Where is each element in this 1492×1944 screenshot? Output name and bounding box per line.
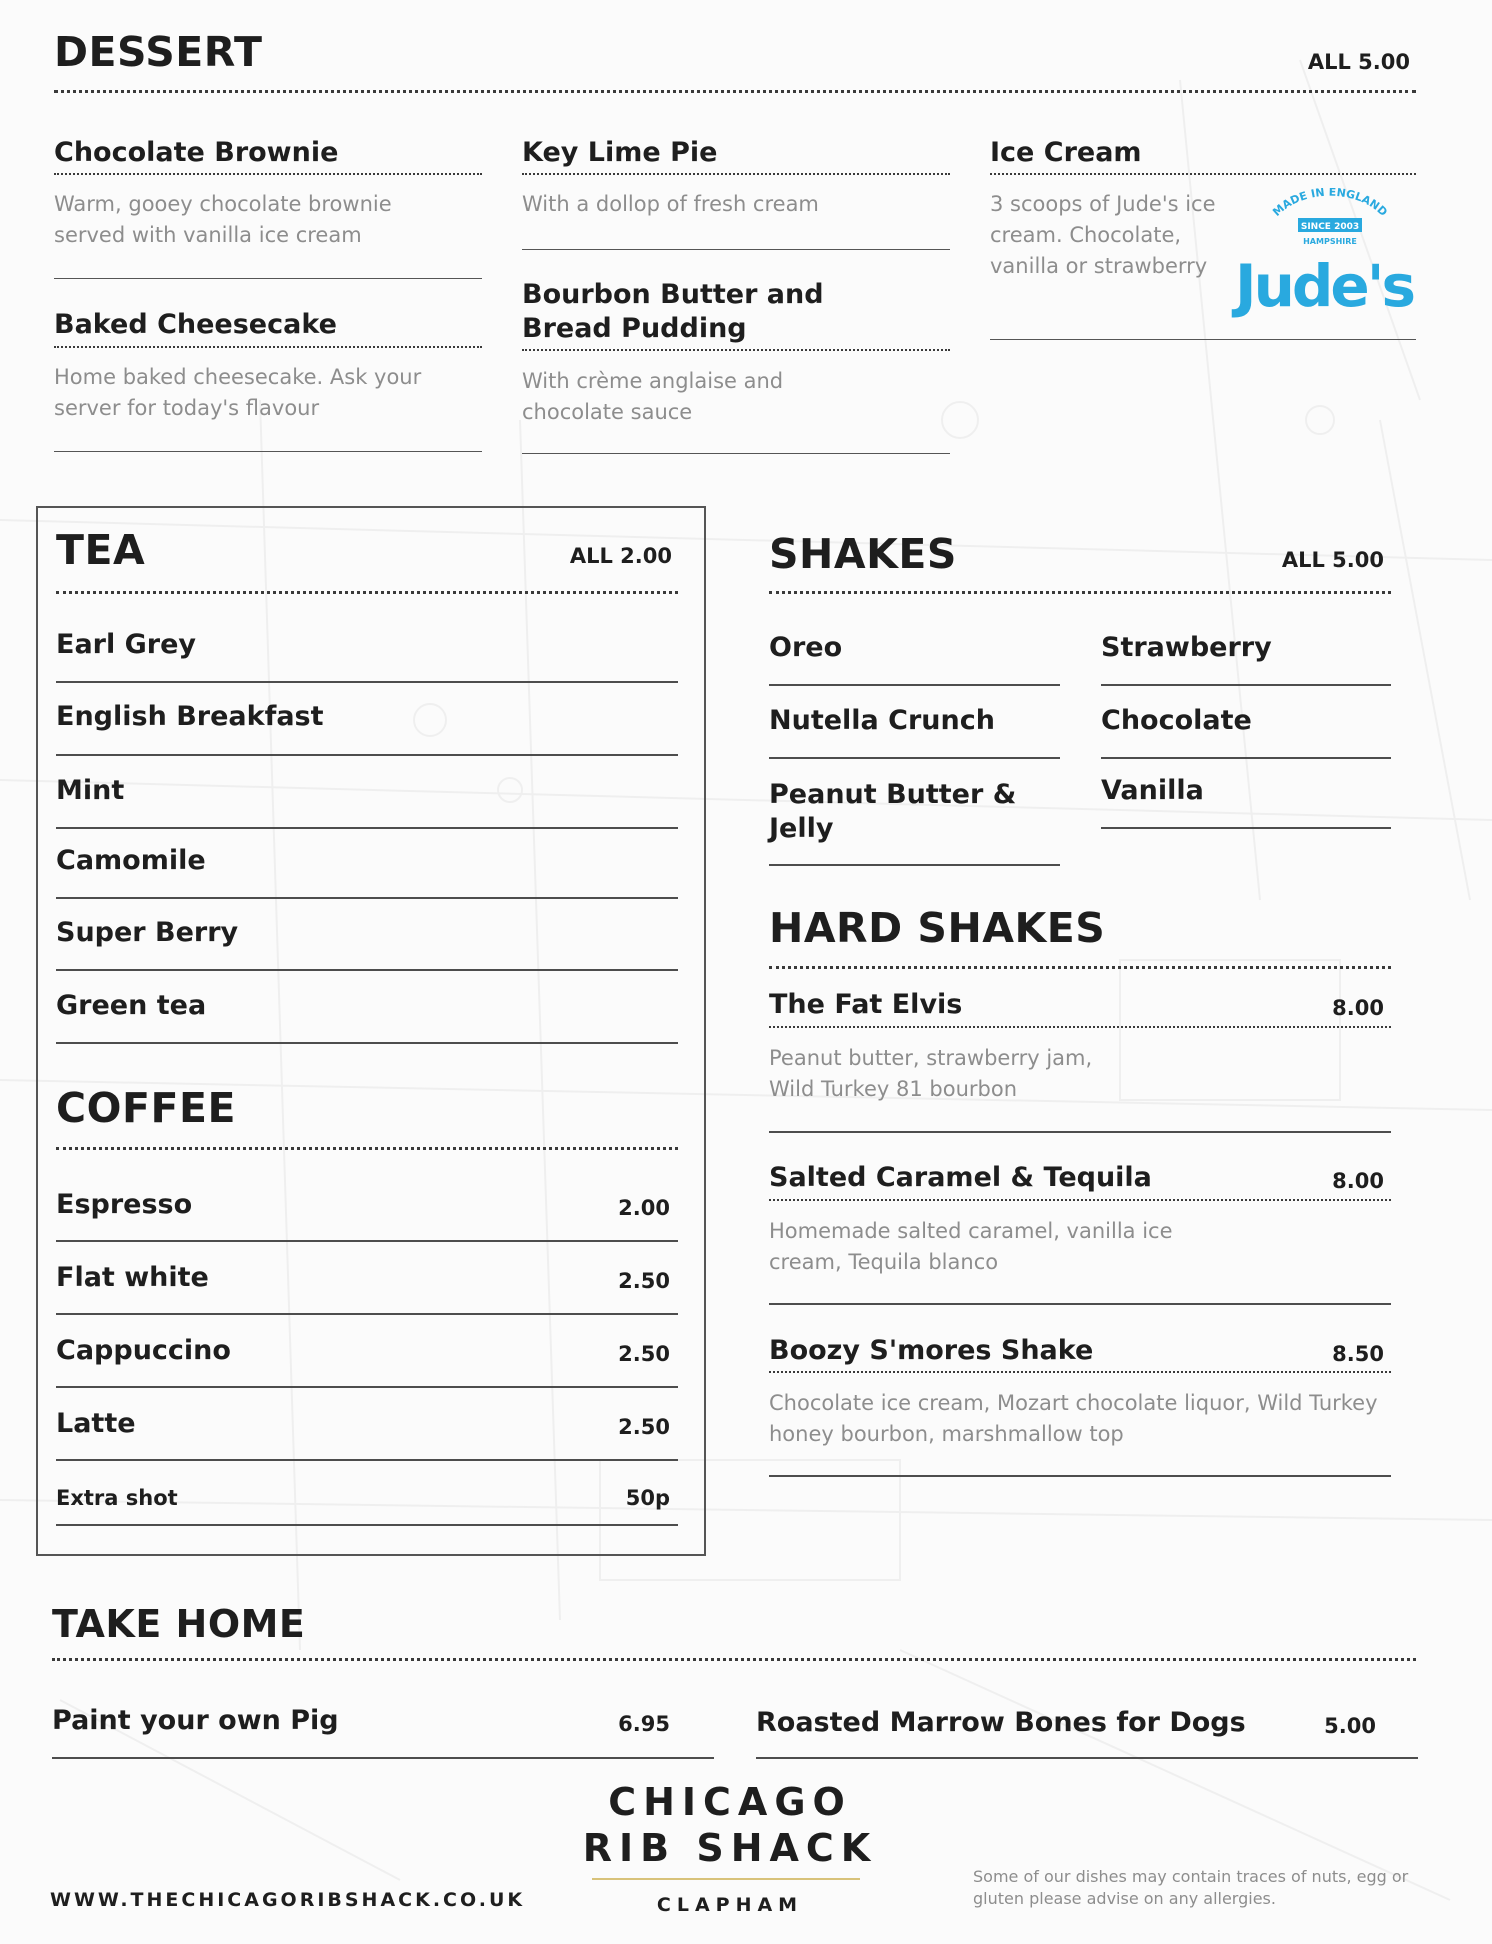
hard-shake-price: 8.00 bbox=[1332, 1169, 1384, 1193]
coffee-price: 50p bbox=[625, 1486, 670, 1510]
take-home-divider bbox=[52, 1658, 1416, 1661]
shake-item: Vanilla bbox=[1101, 775, 1204, 806]
dessert-price: ALL 5.00 bbox=[1307, 50, 1410, 74]
dessert-item-desc: 3 scoops of Jude's ice cream. Chocolate, vanilla or strawberry bbox=[990, 192, 1216, 278]
shakes-divider bbox=[769, 591, 1391, 594]
hard-shake-price: 8.00 bbox=[1332, 996, 1384, 1020]
coffee-item-separator bbox=[56, 1459, 678, 1461]
coffee-price: 2.50 bbox=[618, 1342, 670, 1366]
dessert-item-name: Ice Cream bbox=[990, 137, 1142, 168]
dessert-item-rule bbox=[522, 173, 950, 175]
shake-item: Oreo bbox=[769, 632, 843, 663]
tea-item: Green tea bbox=[56, 990, 207, 1021]
dessert-item-rule bbox=[990, 173, 1416, 175]
coffee-item-separator bbox=[56, 1386, 678, 1388]
hard-shake-name: Salted Caramel & Tequila bbox=[769, 1162, 1152, 1193]
dessert-item-name: Baked Cheesecake bbox=[54, 309, 337, 340]
brand-line2: RIB SHACK bbox=[582, 1826, 878, 1870]
hard-shakes-title: HARD SHAKES bbox=[769, 904, 1106, 952]
take-home-price: 6.95 bbox=[618, 1712, 670, 1736]
tea-item-separator bbox=[56, 754, 678, 756]
shake-item: Peanut Butter & Jelly bbox=[769, 779, 1017, 844]
take-home-separator bbox=[756, 1757, 1418, 1759]
shake-item-separator bbox=[1101, 684, 1391, 686]
dessert-item-separator bbox=[522, 453, 950, 454]
hard-shakes-divider bbox=[769, 966, 1391, 969]
dessert-item-rule bbox=[54, 173, 482, 175]
dessert-item-desc: With crème anglaise and chocolate sauce bbox=[522, 369, 784, 424]
hard-shake-name: The Fat Elvis bbox=[769, 989, 963, 1020]
website-link[interactable]: WWW.THECHICAGORIBSHACK.CO.UK bbox=[50, 1889, 526, 1911]
dessert-item-desc: With a dollop of fresh cream bbox=[522, 192, 819, 216]
shake-item: Chocolate bbox=[1101, 705, 1252, 736]
shake-item-separator bbox=[1101, 757, 1391, 759]
hard-shake-separator bbox=[769, 1131, 1391, 1133]
dessert-item-separator bbox=[54, 451, 482, 452]
dessert-item-separator bbox=[522, 249, 950, 250]
dessert-item-desc: Warm, gooey chocolate brownie served with vanilla ice cream bbox=[54, 192, 392, 247]
shakes-title: SHAKES bbox=[769, 530, 957, 578]
shake-item-separator bbox=[769, 864, 1060, 866]
tea-item: Earl Grey bbox=[56, 629, 197, 660]
coffee-price: 2.00 bbox=[618, 1196, 670, 1220]
hard-shake-name: Boozy S'mores Shake bbox=[769, 1335, 1094, 1366]
coffee-item-separator bbox=[56, 1524, 678, 1526]
dessert-title: DESSERT bbox=[54, 28, 263, 76]
dessert-item-separator bbox=[990, 339, 1416, 340]
tea-item: Camomile bbox=[56, 845, 206, 876]
dessert-item-name: Chocolate Brownie bbox=[54, 137, 339, 168]
take-home-item: Roasted Marrow Bones for Dogs bbox=[756, 1707, 1246, 1738]
shake-item: Nutella Crunch bbox=[769, 705, 995, 736]
tea-title: TEA bbox=[56, 526, 146, 574]
coffee-item: Cappuccino bbox=[56, 1335, 231, 1366]
dessert-item-separator bbox=[54, 278, 482, 279]
brand-location: CLAPHAM bbox=[656, 1894, 804, 1916]
hard-shake-separator bbox=[769, 1475, 1391, 1477]
brand-line1: CHICAGO bbox=[608, 1780, 852, 1824]
tea-coffee-box bbox=[36, 506, 706, 1556]
tea-item-separator bbox=[56, 969, 678, 971]
coffee-item-separator bbox=[56, 1313, 678, 1315]
coffee-item-separator bbox=[56, 1240, 678, 1242]
judes-badge: SINCE 2003 bbox=[1300, 222, 1360, 232]
shake-item-separator bbox=[1101, 827, 1391, 829]
dessert-item-name: Bourbon Butter and Bread Pudding bbox=[522, 279, 824, 344]
hard-shake-rule bbox=[769, 1371, 1391, 1373]
tea-item-separator bbox=[56, 897, 678, 899]
shakes-price: ALL 5.00 bbox=[1281, 548, 1384, 572]
hard-shake-desc: Homemade salted caramel, vanilla ice cream, Tequila blanco bbox=[769, 1219, 1173, 1274]
dessert-divider bbox=[54, 90, 1416, 93]
dessert-item-rule bbox=[522, 349, 950, 351]
coffee-item: Latte bbox=[56, 1408, 136, 1439]
hard-shake-desc: Peanut butter, strawberry jam, Wild Turkey 81 bourbon bbox=[769, 1046, 1093, 1101]
allergy-note: Some of our dishes may contain traces of nuts, egg or gluten please advise on any allergies. bbox=[973, 1867, 1409, 1908]
shake-item-separator bbox=[769, 757, 1060, 759]
hard-shake-separator bbox=[769, 1303, 1391, 1305]
tea-item-separator bbox=[56, 1042, 678, 1044]
shake-item-separator bbox=[769, 684, 1060, 686]
coffee-item: Espresso bbox=[56, 1189, 193, 1220]
dessert-item-name: Key Lime Pie bbox=[522, 137, 718, 168]
coffee-item: Flat white bbox=[56, 1262, 209, 1293]
coffee-title: COFFEE bbox=[56, 1084, 236, 1132]
coffee-price: 2.50 bbox=[618, 1269, 670, 1293]
shake-item: Strawberry bbox=[1101, 632, 1272, 663]
coffee-price: 2.50 bbox=[618, 1415, 670, 1439]
hard-shake-desc: Chocolate ice cream, Mozart chocolate liquor, Wild Turkey honey bourbon, marshmallow top bbox=[769, 1391, 1378, 1446]
brand-underline bbox=[592, 1878, 860, 1880]
hard-shake-price: 8.50 bbox=[1332, 1342, 1384, 1366]
judes-word: Jude's bbox=[1234, 252, 1414, 318]
coffee-divider bbox=[56, 1147, 678, 1150]
judes-logo bbox=[1228, 188, 1420, 318]
tea-price: ALL 2.00 bbox=[569, 544, 672, 568]
judes-logo-mark bbox=[1228, 188, 1420, 318]
tea-item-separator bbox=[56, 681, 678, 683]
hard-shake-rule bbox=[769, 1026, 1391, 1028]
dessert-item-rule bbox=[54, 346, 482, 348]
take-home-separator bbox=[52, 1757, 714, 1759]
take-home-title: TAKE HOME bbox=[52, 1602, 306, 1646]
tea-item: Mint bbox=[56, 775, 125, 806]
hard-shake-rule bbox=[769, 1199, 1391, 1201]
coffee-item: Extra shot bbox=[56, 1486, 178, 1510]
judes-arc-text: MADE IN ENGLAND bbox=[1270, 188, 1390, 219]
tea-item: English Breakfast bbox=[56, 701, 324, 732]
svg-text:MADE IN ENGLAND bbox=[1270, 188, 1390, 219]
take-home-price: 5.00 bbox=[1324, 1714, 1376, 1738]
tea-item-separator bbox=[56, 827, 678, 829]
judes-sub: HAMPSHIRE bbox=[1303, 237, 1357, 246]
tea-divider bbox=[56, 591, 678, 594]
dessert-item-desc: Home baked cheesecake. Ask your server for today's flavour bbox=[54, 365, 422, 420]
take-home-item: Paint your own Pig bbox=[52, 1705, 339, 1736]
tea-item: Super Berry bbox=[56, 917, 239, 948]
